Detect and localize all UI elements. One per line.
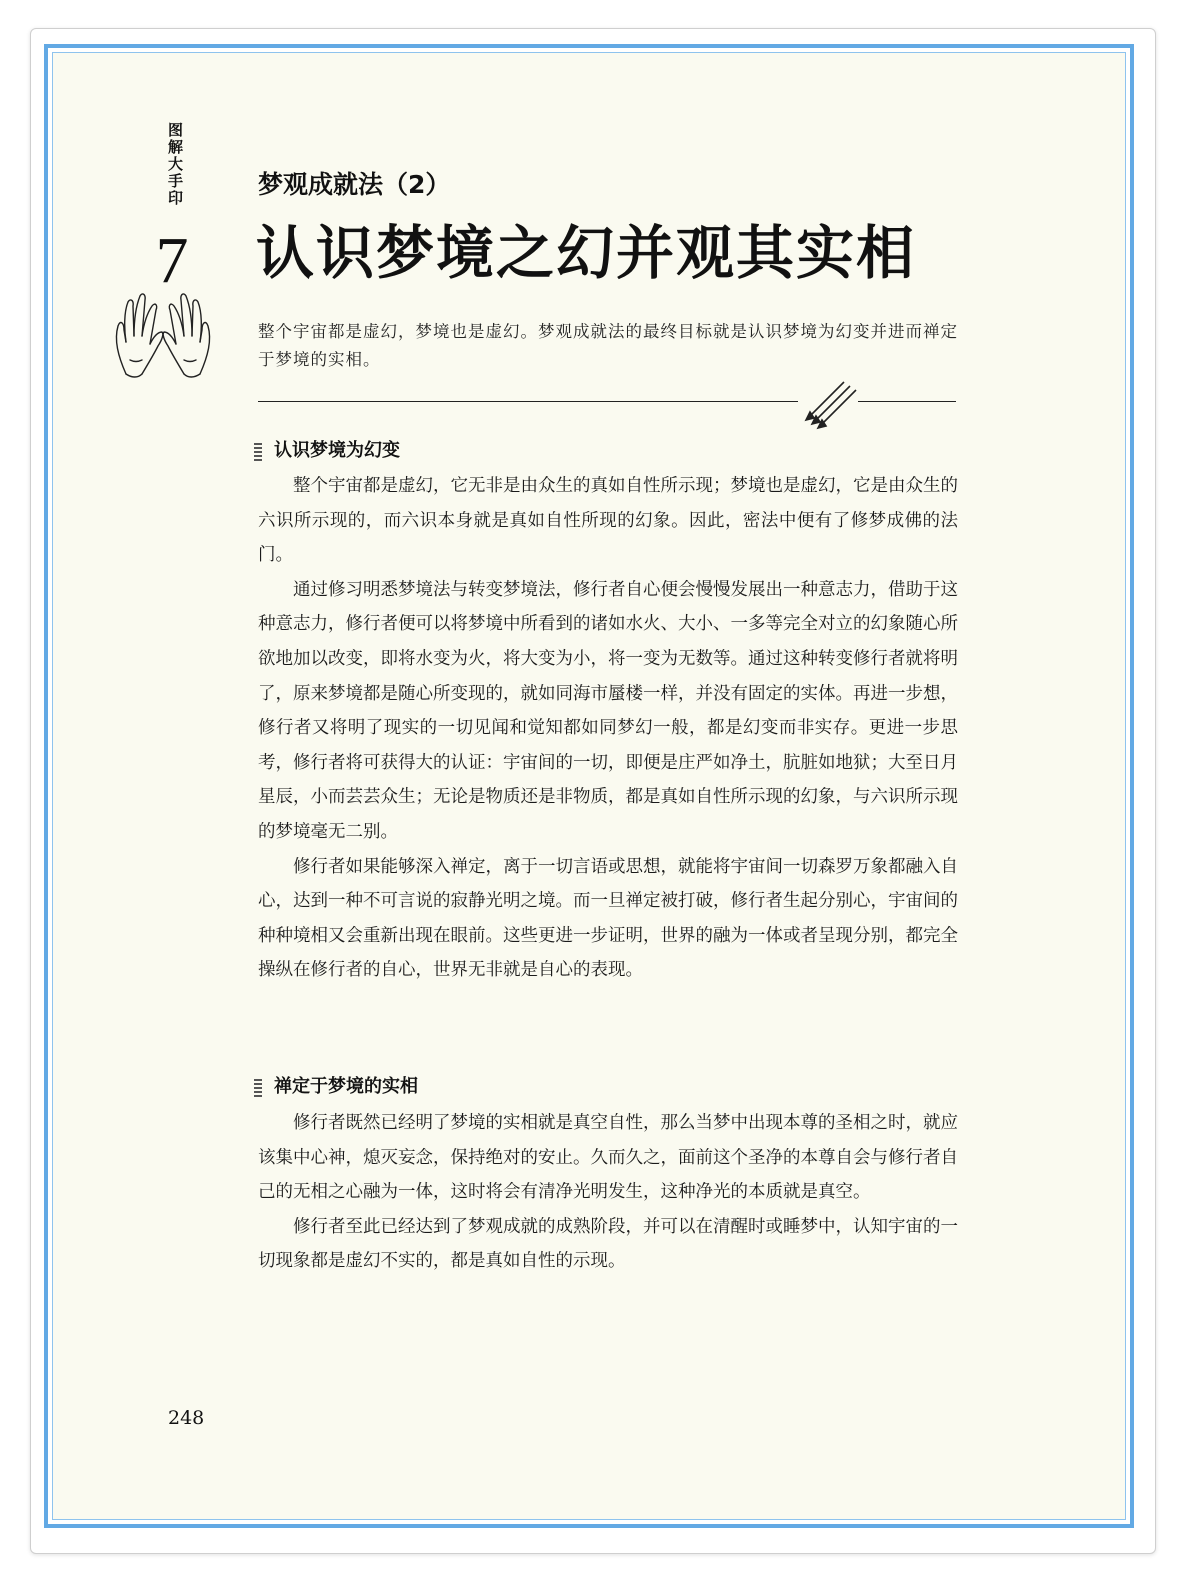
mudra-hands-icon xyxy=(108,290,218,382)
section-heading xyxy=(254,438,400,464)
section-heading-text: 禅定于梦境的实相 xyxy=(274,1076,418,1097)
body-paragraph: 修行者至此已经达到了梦观成就的成熟阶段，并可以在清醒时或睡梦中，认知宇宙的一切现象都是虚幻不实的，都是真如自性的示现。 xyxy=(258,1216,958,1272)
page-title: 认识梦境之幻并观其实相 xyxy=(256,219,917,287)
section-body xyxy=(258,469,958,988)
triple-arrow-icon xyxy=(800,378,858,430)
chapter-number: 7 xyxy=(155,224,189,297)
section-marker-icon xyxy=(254,441,262,461)
body-paragraph: 修行者既然已经明了梦境的实相就是真空自性，那么当梦中出现本尊的圣相之时，就应该集中心神，熄灭妄念，保持绝对的安止。久而久之，面前这个圣净的本尊自会与修行者自己的无相之心融为一体，这时将会有清净光明发生，这种净光的本质就是真空。 xyxy=(258,1113,958,1203)
body-paragraph: 通过修习明悉梦境法与转变梦境法，修行者自心便会慢慢发展出一种意志力，借助于这种意志力，修行者便可以将梦境中所看到的诸如水火、大小、一多等完全对立的幻象随心所欲地加以改变，即将水变为火，将大变为小，将一变为无数等。通过这种转变修行者就将明了，原来梦境都是随心所变现的，就如同海市蜃楼一样，并没有固定的实体。再进一步想，修行者又将明了现实的一切见闻和觉知都如同梦幻一般，都是幻变而非实存。更进一步思考，修行者将可获得大的认证：宇宙间的一切，即便是庄严如净土，肮脏如地狱；大至日月星辰，小而芸芸众生；无论是物质还是非物质，都是真如自性所示现的幻象，与六识所示现的梦境毫无二别。 xyxy=(258,579,958,842)
section-heading-text: 认识梦境为幻变 xyxy=(274,440,400,461)
chapter-subtitle: 梦观成就法（2） xyxy=(258,170,451,199)
section-body xyxy=(258,1106,958,1279)
divider-line-left xyxy=(258,401,798,402)
section-marker-icon xyxy=(254,1077,262,1097)
page-number: 248 xyxy=(168,1407,205,1429)
series-vertical-label: 图解大手印 xyxy=(166,122,184,207)
intro-summary: 整个宇宙都是虚幻，梦境也是虚幻。梦观成就法的最终目标就是认识梦境为幻变并进而禅定于梦境的实相。 xyxy=(258,322,958,369)
divider-line-right xyxy=(858,401,956,402)
body-paragraph: 修行者如果能够深入禅定，离于一切言语或思想，就能将宇宙间一切森罗万象都融入自心，达到一种不可言说的寂静光明之境。而一旦禅定被打破，修行者生起分别心，宇宙间的种种境相又会重新出现在眼前。这些更进一步证明，世界的融为一体或者呈现分别，都完全操纵在修行者的自心，世界无非就是自心的表现。 xyxy=(258,856,958,981)
section-heading xyxy=(254,1074,418,1100)
body-paragraph: 整个宇宙都是虚幻，它无非是由众生的真如自性所示现；梦境也是虚幻，它是由众生的六识所示现的，而六识本身就是真如自性所现的幻象。因此，密法中便有了修梦成佛的法门。 xyxy=(258,476,958,566)
